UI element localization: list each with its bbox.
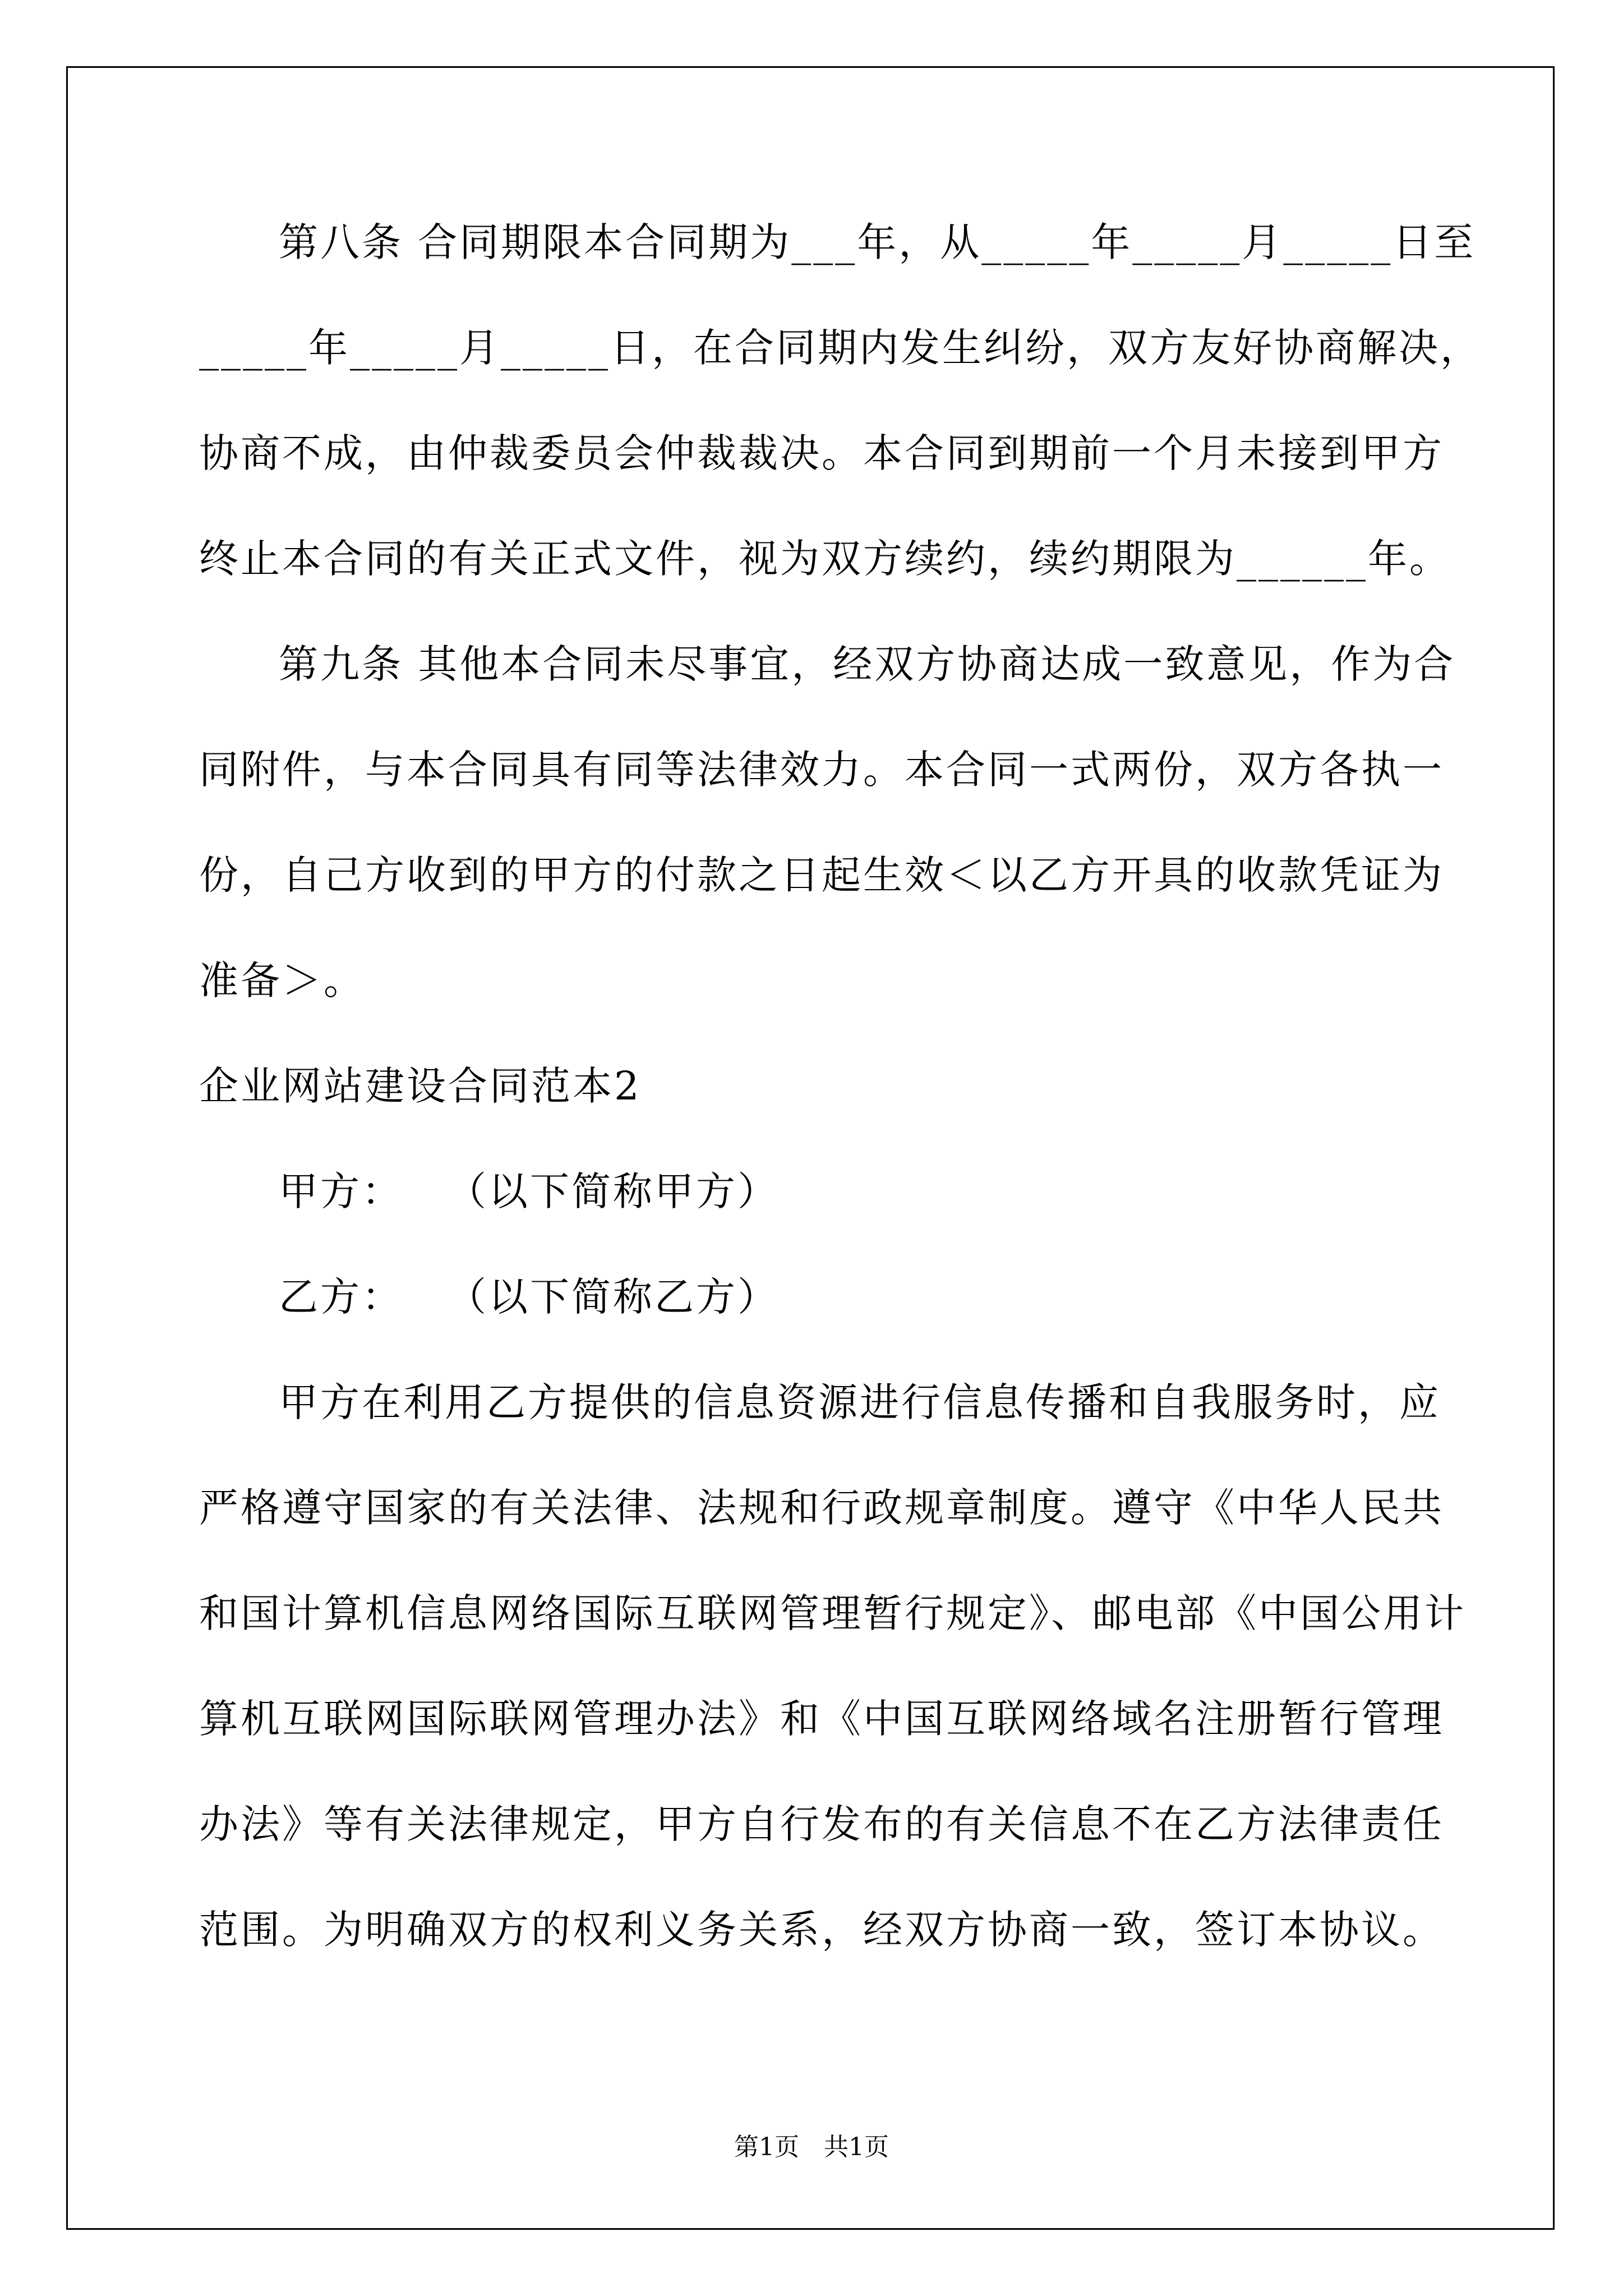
text-line: 严格遵守国家的有关法律、法规和行政规章制度。遵守《中华人民共 <box>199 1485 1444 1531</box>
text-line: 终止本合同的有关正式文件，视为双方续约，续约期限为______年。 <box>199 536 1451 582</box>
text-line: 同附件，与本合同具有同等法律效力。本合同一式两份，双方各执一 <box>199 747 1444 793</box>
text-line: 和国计算机信息网络国际互联网管理暂行规定》、邮电部《中国公用计 <box>199 1590 1466 1636</box>
document-body <box>199 215 1482 2008</box>
text-line: 甲方在利用乙方提供的信息资源进行信息传播和自我服务时，应 <box>279 1379 1441 1425</box>
text-line: 第八条 合同期限本合同期为___年，从_____年_____月_____日至 <box>279 219 1476 265</box>
text-line: 范围。为明确双方的权利义务关系，经双方协商一致，签订本协议。 <box>199 1907 1444 1953</box>
text-line: 第九条 其他本合同未尽事宜，经双方协商达成一致意见，作为合 <box>279 641 1456 687</box>
party-a-line: 甲方： （以下简称甲方） <box>279 1168 779 1214</box>
text-line: _____年_____月_____日，在合同期内发生纠纷，双方友好协商解决， <box>199 325 1482 371</box>
page-footer: 第1页 共1页 <box>734 2133 889 2161</box>
text-line: 份，自己方收到的甲方的付款之日起生效＜以乙方开具的收款凭证为 <box>199 852 1444 898</box>
text-line: 协商不成，由仲裁委员会仲裁裁决。本合同到期前一个月未接到甲方 <box>199 430 1444 476</box>
party-b-line: 乙方： （以下简称乙方） <box>279 1274 779 1320</box>
text-line: 办法》等有关法律规定，甲方自行发布的有关信息不在乙方法律责任 <box>199 1801 1444 1847</box>
text-line: 算机互联网国际联网管理办法》和《中国互联网络域名注册暂行管理 <box>199 1696 1444 1742</box>
section-heading: 企业网站建设合同范本2 <box>199 1063 642 1109</box>
text-line: 准备＞。 <box>199 958 365 1004</box>
